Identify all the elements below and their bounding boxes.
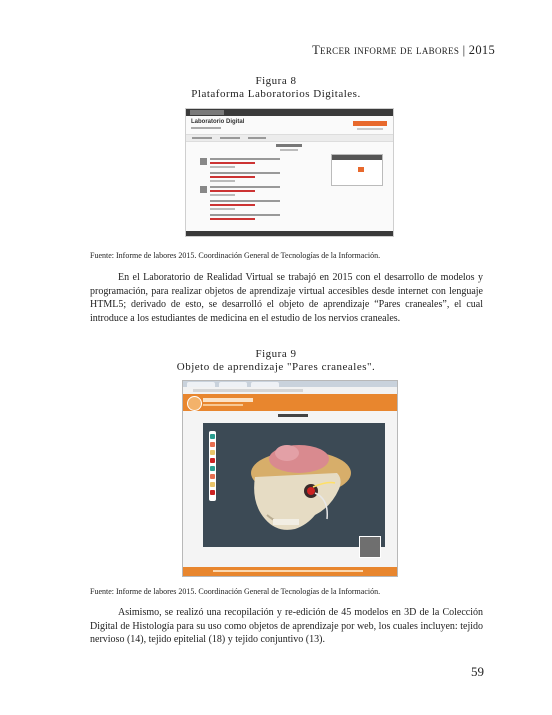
topbar xyxy=(186,109,393,116)
list-item xyxy=(200,171,305,185)
site-footer xyxy=(183,567,397,576)
section-subheading xyxy=(280,149,298,151)
login-link xyxy=(357,128,383,130)
footer-bar xyxy=(186,231,393,236)
figure-8-label: Figura 8 xyxy=(255,75,297,87)
university-logo xyxy=(190,110,224,115)
paragraph-2: Asimismo, se realizó una recopilación y re-edición de 45 modelos en 3D de la Colección Digital de Histología para su uso como objetos de aprendizaje por web, los cuales incluyen: tejido nervioso (14), tejido epitelial (18) y tejido conjuntivo (13). xyxy=(90,607,483,645)
calendar-widget xyxy=(331,154,383,186)
list-item xyxy=(200,199,305,213)
list-item xyxy=(200,185,305,199)
figure-8-caption xyxy=(0,75,552,101)
figure-9-caption xyxy=(0,348,552,374)
object-title xyxy=(278,414,308,417)
section-heading xyxy=(276,144,302,147)
thumbnail-view xyxy=(359,536,381,558)
list-item xyxy=(200,157,305,171)
figure-9-title: Objeto de aprendizaje "Pares craneales". xyxy=(176,361,376,373)
university-seal-icon xyxy=(187,396,202,411)
running-header: Tercer informe de labores | 2015 xyxy=(312,43,495,57)
nav-bar xyxy=(186,134,393,142)
figure-8-title: Plataforma Laboratorios Digitales. xyxy=(191,88,361,100)
figure-9-label: Figura 9 xyxy=(255,348,297,360)
viewer-toolbar xyxy=(209,431,216,501)
figure-9-screenshot xyxy=(182,380,398,577)
site-banner xyxy=(183,394,397,411)
brand-subtitle xyxy=(191,127,221,129)
page-number: 59 xyxy=(471,664,484,679)
figure-8-screenshot xyxy=(185,108,394,237)
paragraph-1: En el Laboratorio de Realidad Virtual se trabajó en 2015 con el desarrollo de modelos y programación, para realizar objetos de aprendizaje virtual accesibles desde internet con lenguaje HTML5; derivado de esto, se desarrolló el objeto de aprendizaje “Pares craneales”, el cual introduce a los estudiantes de medicina en el estudio de los nervios craneales. xyxy=(90,272,483,324)
list-item xyxy=(200,213,305,227)
brand-title: Laboratorio Digital xyxy=(191,119,245,125)
login-button xyxy=(353,121,387,126)
figure-8-source: Fuente: Informe de labores 2015. Coordinación General de Tecnologías de la Información. xyxy=(90,251,381,260)
figure-9-source: Fuente: Informe de labores 2015. Coordinación General de Tecnologías de la Información. xyxy=(90,587,381,596)
skull-model-icon xyxy=(203,423,385,547)
3d-viewer xyxy=(203,423,385,547)
